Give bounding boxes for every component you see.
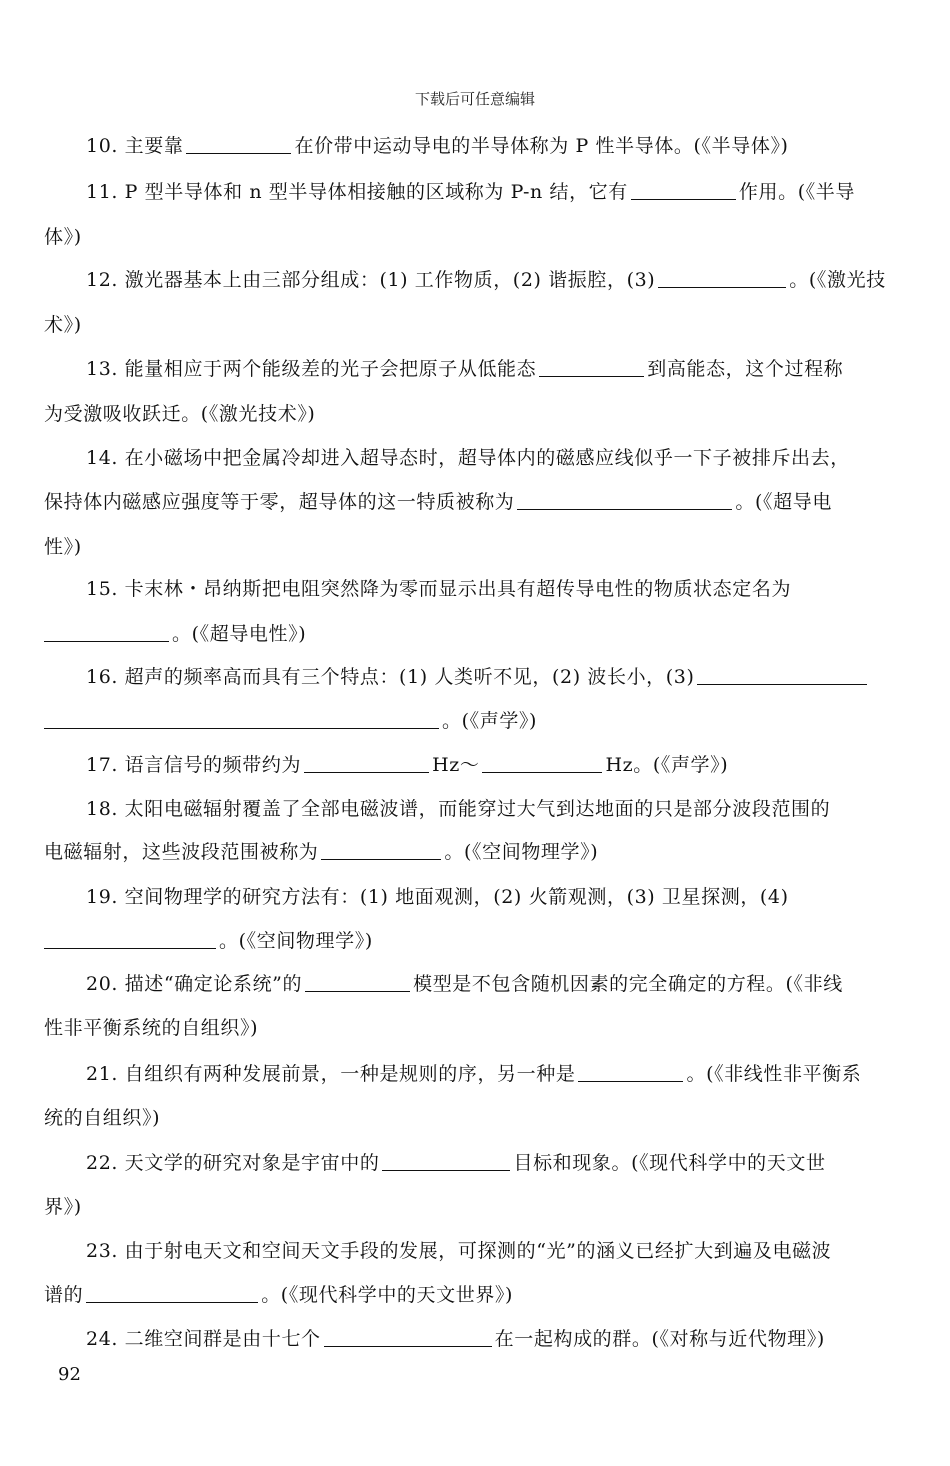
question-22-cont: 界》) <box>44 1196 82 1218</box>
question-20-cont: 性非平衡系统的自组织》) <box>44 1017 259 1039</box>
question-13-cont: 为受激吸收跃迁。(《激光技术》) <box>44 403 316 425</box>
question-16-cont: 。(《声学》) <box>44 709 924 733</box>
answer-blank[interactable] <box>382 1152 510 1171</box>
question-13: 13. 能量相应于两个能级差的光子会把原子从低能态 到高能态，这个过程称 <box>86 358 844 380</box>
question-15-cont: 。(《超导电性》) <box>44 622 924 646</box>
question-18: 18. 太阳电磁辐射覆盖了全部电磁波谱，而能穿过大气到达地面的只是部分波段范围的 <box>86 798 831 820</box>
answer-blank[interactable] <box>44 623 169 642</box>
question-24: 24. 二维空间群是由十七个 在一起构成的群。(《对称与近代物理》) <box>86 1328 825 1350</box>
question-19: 19. 空间物理学的研究方法有：(1) 地面观测，(2) 火箭观测，(3) 卫星探测，(4) <box>86 886 789 908</box>
answer-blank[interactable] <box>305 973 410 992</box>
question-14-cont: 保持体内磁感应强度等于零，超导体的这一特质被称为 。(《超导电 <box>44 491 832 513</box>
answer-blank[interactable] <box>321 841 441 860</box>
answer-blank[interactable] <box>697 666 867 685</box>
answer-blank[interactable] <box>304 754 429 773</box>
question-15: 15. 卡末林・昂纳斯把电阻突然降为零而显示出具有超传导电性的物质状态定名为 <box>86 578 792 600</box>
question-19-cont: 。(《空间物理学》) <box>44 929 924 953</box>
question-23-cont: 谱的 。(《现代科学中的天文世界》) <box>44 1284 514 1306</box>
answer-blank[interactable] <box>44 710 439 729</box>
question-20: 20. 描述“确定论系统”的 模型是不包含随机因素的完全确定的方程。(《非线 <box>86 973 843 995</box>
answer-blank[interactable] <box>186 135 291 154</box>
question-14: 14. 在小磁场中把金属冷却进入超导态时，超导体内的磁感应线似乎一下子被排斥出去， <box>86 447 850 469</box>
answer-blank[interactable] <box>86 1284 258 1303</box>
answer-blank[interactable] <box>482 754 602 773</box>
answer-blank[interactable] <box>539 358 644 377</box>
question-18-cont: 电磁辐射，这些波段范围被称为 。(《空间物理学》) <box>44 841 599 863</box>
question-11-cont: 体》) <box>44 226 82 248</box>
question-21: 21. 自组织有两种发展前景，一种是规则的序，另一种是 。(《非线性非平衡系 <box>86 1063 862 1085</box>
question-11: 11. P 型半导体和 n 型半导体相接触的区域称为 P-n 结，它有 作用。(《半导 <box>86 181 856 203</box>
answer-blank[interactable] <box>324 1328 492 1347</box>
question-10: 10. 主要靠 在价带中运动导电的半导体称为 P 性半导体。(《半导体》) <box>86 135 789 157</box>
question-17: 17. 语言信号的频带约为 Hz～ Hz。(《声学》) <box>86 754 729 776</box>
answer-blank[interactable] <box>631 181 736 200</box>
question-12: 12. 激光器基本上由三部分组成：(1) 工作物质，(2) 谐振腔，(3) 。(《激光技 <box>86 269 886 291</box>
page-number: 92 <box>58 1364 81 1385</box>
question-23: 23. 由于射电天文和空间天文手段的发展，可探测的“光”的涵义已经扩大到遍及电磁波 <box>86 1240 832 1262</box>
question-22: 22. 天文学的研究对象是宇宙中的 目标和现象。(《现代科学中的天文世 <box>86 1152 826 1174</box>
answer-blank[interactable] <box>517 491 732 510</box>
answer-blank[interactable] <box>578 1063 683 1082</box>
question-21-cont: 统的自组织》) <box>44 1107 161 1129</box>
question-14-end: 性》) <box>44 536 82 558</box>
question-12-cont: 术》) <box>44 314 82 336</box>
answer-blank[interactable] <box>658 269 786 288</box>
answer-blank[interactable] <box>44 930 216 949</box>
question-16: 16. 超声的频率高而具有三个特点：(1) 人类听不见，(2) 波长小，(3) <box>86 665 924 689</box>
page-header: 下载后可任意编辑 <box>414 90 535 108</box>
